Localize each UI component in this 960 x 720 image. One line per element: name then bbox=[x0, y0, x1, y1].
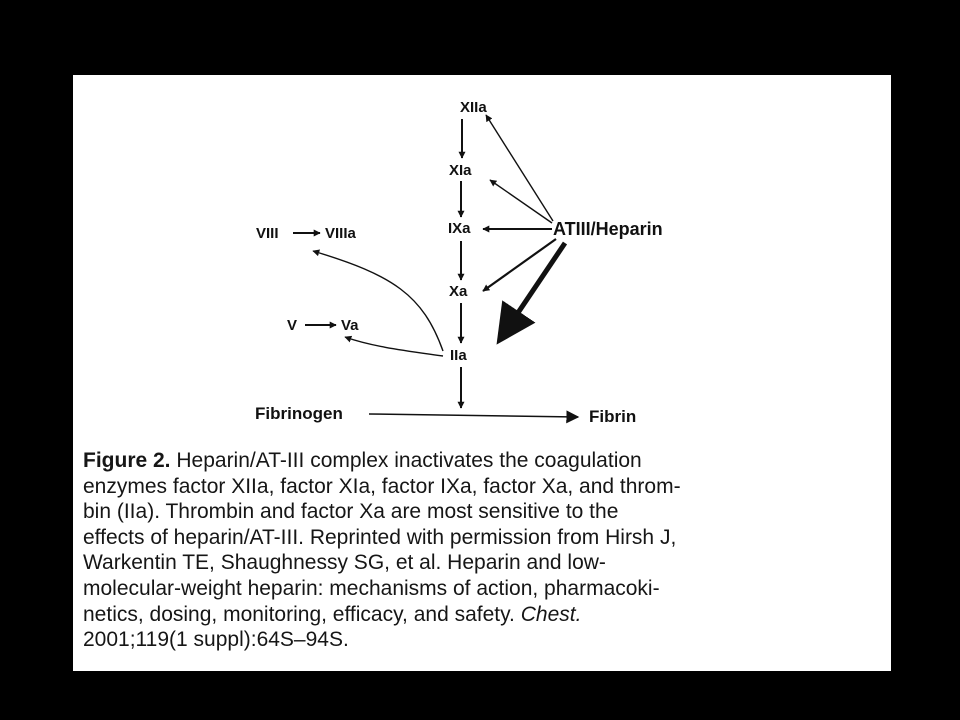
caption-line: enzymes factor XIIa, factor XIa, factor IXa, factor Xa, and throm- bbox=[83, 474, 681, 498]
caption-title: Figure 2. bbox=[83, 449, 171, 472]
caption-journal: Chest. bbox=[520, 602, 582, 626]
caption-text: netics, dosing, monitoring, efficacy, and safety. bbox=[83, 602, 521, 626]
arrow-iia-to-viiia bbox=[313, 251, 443, 351]
caption-text: Heparin/AT-III complex inactivates the coagulation bbox=[170, 449, 642, 472]
figure-caption bbox=[83, 448, 883, 653]
node-xa: Xa bbox=[449, 283, 468, 300]
caption-line: bin (IIa). Thrombin and factor Xa are most sensitive to the bbox=[83, 500, 619, 524]
node-fibrinogen: Fibrinogen bbox=[255, 404, 343, 423]
arrow-at-xa bbox=[483, 239, 556, 291]
arrow-fibrinogen-fibrin bbox=[369, 414, 578, 417]
node-viiia: VIIIa bbox=[325, 225, 356, 242]
node-atiii-heparin: ATIII/Heparin bbox=[553, 219, 663, 239]
arrow-at-iia bbox=[501, 243, 565, 338]
arrow-at-xia bbox=[490, 180, 552, 223]
caption-citation: 2001;119(1 suppl):64S–94S. bbox=[83, 628, 349, 652]
arrow-at-xiia bbox=[486, 115, 553, 221]
node-xiia: XIIa bbox=[460, 99, 487, 116]
node-xia: XIa bbox=[449, 162, 472, 179]
caption-line: molecular-weight heparin: mechanisms of action, pharmacoki- bbox=[83, 576, 660, 600]
node-v: V bbox=[287, 317, 298, 334]
feedback-arrows bbox=[313, 251, 443, 356]
caption-line bbox=[83, 602, 883, 628]
node-viii: VIII bbox=[256, 225, 279, 242]
arrow-iia-to-va bbox=[345, 337, 443, 356]
caption-line: effects of heparin/AT-III. Reprinted with permission from Hirsh J, bbox=[83, 525, 677, 549]
node-iia: IIa bbox=[450, 347, 467, 364]
figure-panel bbox=[73, 75, 891, 671]
caption-line bbox=[83, 448, 883, 474]
node-fibrin: Fibrin bbox=[589, 407, 637, 426]
node-ixa: IXa bbox=[448, 220, 471, 237]
caption-line: Warkentin TE, Shaughnessy SG, et al. Heparin and low- bbox=[83, 551, 606, 575]
node-va: Va bbox=[341, 317, 359, 334]
side-arrows bbox=[293, 233, 578, 417]
